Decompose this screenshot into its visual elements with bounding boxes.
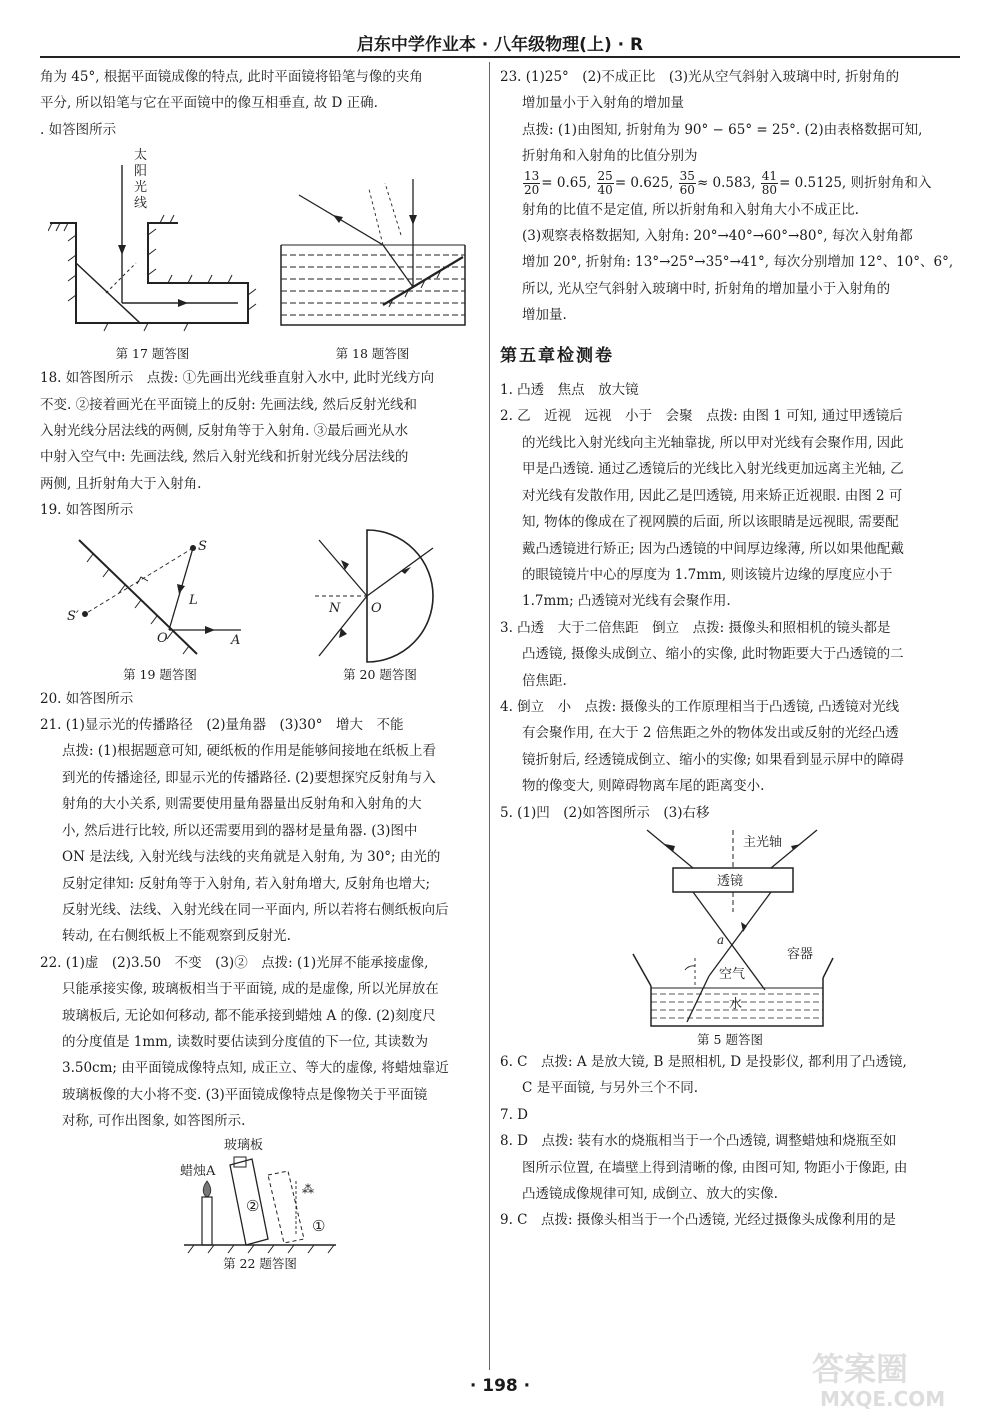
answer-23-line-7: (3)观察表格数据知, 入射角: 20°→40°→60°→80°, 每次入射角都 xyxy=(522,228,913,245)
answer-22-line-1: 22. (1)虚 (2)3.50 不变 (3)② 点拨: (1)光屏不能承接虚像, xyxy=(40,954,429,971)
answer-22-line-4: 的分度值是 1mm, 读数时要估读到分度值的下一位, 其读数为 xyxy=(62,1033,429,1050)
answer-21-line-5: 小, 然后进行比较, 所以还需要用到的器材是量角器. (3)图中 xyxy=(62,822,418,839)
fig5-label-lens: 透镜 xyxy=(717,873,744,889)
fig22-label-glass: 玻璃板 xyxy=(224,1137,264,1153)
answer-21-line-2: 点拨: (1)根据题意可知, 硬纸板的作用是能够间接地在纸板上看 xyxy=(62,743,437,760)
figure-5 xyxy=(500,826,960,1049)
fig19-label-o: O xyxy=(157,630,168,646)
figure-22 xyxy=(40,1135,480,1273)
figure-22-caption: 第 22 题答图 xyxy=(223,1255,297,1271)
fig5-label-axis: 主光轴 xyxy=(743,834,783,850)
answer-7: 7. D xyxy=(500,1106,528,1123)
answer-23-line-9: 所以, 光从空气斜射入玻璃中时, 折射角的增加量小于入射角的 xyxy=(522,280,891,297)
answer-22-line-3: 玻璃板后, 无论如何移动, 都不能承接到蜡烛 A 的像. (2)刻度尺 xyxy=(62,1007,436,1024)
answer-18-line-5: 两侧, 且折射角大于入射角. xyxy=(40,475,202,492)
fig22-flame-ghost: ⁂ xyxy=(302,1181,314,1196)
answer-5: 5. (1)凹 (2)如答图所示 (3)右移 xyxy=(500,804,710,821)
answer-18-line-2: 不变. ②接着画光在平面镜上的反射: 先画法线, 然后反射光线和 xyxy=(40,396,418,413)
answer-8-line-1: 8. D 点拨: 装有水的烧瓶相当于一个凸透镜, 调整蜡烛和烧瓶至如 xyxy=(500,1133,897,1150)
intro-line-3: . 如答图所示 xyxy=(40,121,117,138)
answer-2-line-2: 的光线比入射光线向主光轴靠拢, 所以甲对光线有会聚作用, 因此 xyxy=(522,434,904,451)
answer-6-line-1: 6. C 点拨: A 是放大镜, B 是照相机, D 是投影仪, 都利用了凸透镜, xyxy=(500,1053,907,1070)
answer-8-line-3: 凸透镜成像规律可知, 成倒立、放大的实像. xyxy=(522,1186,778,1202)
answer-19: 19. 如答图所示 xyxy=(40,502,134,519)
answer-23-line-10: 增加量. xyxy=(522,307,567,324)
answer-22-line-2: 只能承接实像, 玻璃板相当于平面镜, 成的是虚像, 所以光屏放在 xyxy=(62,981,439,998)
watermark-logo xyxy=(792,1342,982,1412)
answer-2-line-4: 对光线有发散作用, 因此乙是凹透镜, 用来矫正近视眼. 由图 2 可 xyxy=(522,487,903,504)
answer-23-line-3: 点拨: (1)由图知, 折射角为 90° − 65° = 25°. (2)由表格数据可知, xyxy=(522,121,923,138)
answer-22-line-5: 3.50cm; 由平面镜成像特点知, 成正立、等大的虚像, 将蜡烛靠近 xyxy=(62,1060,449,1077)
fig20-label-o: O xyxy=(371,600,382,616)
figure-18-caption: 第 18 题答图 xyxy=(335,346,410,362)
answer-23-line-1: 23. (1)25° (2)不成正比 (3)光从空气斜射入玻璃中时, 折射角的 xyxy=(500,69,900,85)
fig5-label-air: 空气 xyxy=(719,966,746,982)
answer-4-line-3: 镜折射后, 经透镜成倒立、缩小的实像; 如果看到显示屏中的障碍 xyxy=(522,751,904,768)
fig19-label-s-prime: S′ xyxy=(67,608,79,624)
answer-4-line-1: 4. 倒立 小 点拨: 摄像头的工作原理相当于凸透镜, 凸透镜对光线 xyxy=(500,698,900,715)
answer-18-line-3: 入射光线分居法线的两侧, 反射角等于入射角. ③最后画光从水 xyxy=(40,423,409,440)
answer-21-line-4: 射角的大小关系, 则需要使用量角器量出反射角和入射角的大 xyxy=(62,796,422,813)
answer-23-line-2: 增加量小于入射角的增加量 xyxy=(522,95,684,112)
answer-22-line-7: 对称, 可作出图象, 如答图所示. xyxy=(62,1113,246,1130)
figure-20-diagram xyxy=(305,526,455,666)
answer-21-line-6: ON 是法线, 入射光线与法线的夹角就是入射角, 为 30°; 由光的 xyxy=(62,849,441,866)
answer-18-line-1: 18. 如答图所示 点拨: ①先画出光线垂直射入水中, 此时光线方向 xyxy=(40,370,435,387)
intro-line-2: 平分, 所以铅笔与它在平面镜中的像互相垂直, 故 D 正确. xyxy=(40,95,378,112)
figure-20-caption: 第 20 题答图 xyxy=(343,666,417,682)
figure-17-diagram xyxy=(48,145,258,345)
answer-23-line-6: 射角的比值不是定值, 所以折射角和入射角大小不成正比. xyxy=(522,201,859,218)
watermark-line-2: MXQE.COM xyxy=(820,1387,946,1411)
fig19-label-s: S xyxy=(198,538,207,554)
figure-19 xyxy=(65,536,255,684)
figure-19-caption: 第 19 题答图 xyxy=(123,666,197,682)
fig17-label-yang: 阳 xyxy=(133,164,147,180)
fig5-label-container: 容器 xyxy=(787,946,814,962)
answer-4-line-2: 有会聚作用, 在大于 2 倍焦距之外的物体发出或反射的光经凸透 xyxy=(522,725,899,742)
watermark-line-1: 答案圈 xyxy=(812,1350,909,1388)
header-divider xyxy=(40,56,960,58)
answer-21-line-8: 反射光线、法线、入射光线在同一平面内, 所以若将右侧纸板向后 xyxy=(62,901,449,918)
figure-5-caption: 第 5 题答图 xyxy=(697,1031,763,1047)
answer-4-line-4: 物的像变大, 则障碍物离车尾的距离变小. xyxy=(522,778,765,795)
column-divider xyxy=(489,62,490,1370)
section-title: 第五章检测卷 xyxy=(500,345,614,366)
answer-3-line-1: 3. 凸透 大于二倍焦距 倒立 点拨: 摄像头和照相机的镜头都是 xyxy=(500,619,891,636)
figure-18 xyxy=(273,175,473,363)
fig5-label-water: 水 xyxy=(729,996,743,1012)
fig17-label-guang: 光 xyxy=(133,180,147,196)
answer-21-line-3: 到光的传播途径, 即显示光的传播路径. (2)要想探究反射角与入 xyxy=(62,769,436,786)
figure-5-diagram xyxy=(625,826,835,1031)
left-column xyxy=(40,64,480,1273)
answer-21-line-7: 反射定律知: 反射角等于入射角, 若入射角增大, 反射角也增大; xyxy=(62,875,431,892)
fraction-1: $\frac{13}{20}$ xyxy=(524,168,540,197)
figure-17 xyxy=(48,145,258,363)
answer-1: 1. 凸透 焦点 放大镜 xyxy=(500,382,639,399)
answer-23-line-8: 增加 20°, 折射角: 13°→25°→35°→41°, 每次分别增加 12°、10°、6°, xyxy=(522,254,954,271)
fraction-2: $\frac{25}{40}$ xyxy=(597,168,613,197)
answer-2-line-5: 知, 物体的像成在了视网膜的后面, 所以该眼睛是远视眼, 需要配 xyxy=(522,514,899,531)
answer-6-line-2: C 是平面镜, 与另外三个不同. xyxy=(522,1080,698,1097)
answer-9: 9. C 点拨: 摄像头相当于一个凸透镜, 光经过摄像头成像利用的是 xyxy=(500,1212,896,1229)
fraction-4: $\frac{41}{80}$ xyxy=(761,168,778,197)
figure-17-caption: 第 17 题答图 xyxy=(115,346,190,362)
answer-2-line-8: 1.7mm; 凸透镜对光线有会聚作用. xyxy=(522,593,731,610)
answer-3-line-3: 倍焦距. xyxy=(522,672,567,689)
fig22-label-candle: 蜡烛A xyxy=(180,1163,216,1179)
fig20-label-n: N xyxy=(329,600,341,616)
answer-2-line-6: 戴凸透镜进行矫正; 因为凸透镜的中间厚边缘薄, 所以如果他配戴 xyxy=(522,540,904,557)
fig5-label-a: a xyxy=(717,932,725,947)
answer-18-line-4: 中射入空气中: 先画法线, 然后入射光线和折射光线分居法线的 xyxy=(40,449,409,466)
figures-17-18 xyxy=(40,145,480,363)
fig19-label-l: L xyxy=(189,592,198,608)
answer-20: 20. 如答图所示 xyxy=(40,690,134,707)
answer-21-line-9: 转动, 在右侧纸板上不能观察到反射光. xyxy=(62,928,291,945)
answer-8-line-2: 图所示位置, 在墙壁上得到清晰的像, 由图可知, 物距小于像距, 由 xyxy=(522,1159,908,1176)
page-header: 启东中学作业本 · 八年级物理(上) · R xyxy=(356,35,644,55)
fig19-label-a: A xyxy=(231,632,241,648)
figure-22-diagram xyxy=(180,1135,340,1255)
answer-2-line-7: 的眼镜镜片中心的厚度为 1.7mm, 则该镜片边缘的厚度应小于 xyxy=(522,566,893,583)
right-column xyxy=(500,64,960,1234)
fig22-label-circle-1: ① xyxy=(312,1216,326,1235)
figure-18-diagram xyxy=(273,175,473,345)
answer-2-line-1: 2. 乙 近视 远视 小于 会聚 点拨: 由图 1 可知, 通过甲透镜后 xyxy=(500,408,903,425)
answer-2-line-3: 甲是凸透镜. 通过乙透镜后的光线比入射光线更加远离主光轴, 乙 xyxy=(522,461,904,478)
figure-19-diagram xyxy=(65,536,255,666)
answer-3-line-2: 凸透镜, 摄像头成倒立、缩小的实像, 此时物距要大于凸透镜的二 xyxy=(522,646,904,663)
figure-20 xyxy=(305,526,455,684)
fraction-3: $\frac{35}{60}$ xyxy=(679,168,695,197)
page-number: · 198 · xyxy=(469,1376,531,1396)
figures-19-20 xyxy=(40,526,480,684)
fig22-label-circle-2: ② xyxy=(246,1196,260,1215)
answer-23-fractions: $\frac{13}{20}$ = 0.65, $\frac{25}{40}$ = 0.625, $\frac{35}{60}$ ≈ 0.583, $\frac{41}{80}$ = 0.5125, 则折射角和入 xyxy=(524,168,932,197)
fig17-label-tai: 太 xyxy=(133,148,147,164)
answer-22-line-6: 玻璃板像的大小将不变. (3)平面镜成像特点是像物关于平面镜 xyxy=(62,1086,428,1103)
intro-line-1: 角为 45°, 根据平面镜成像的特点, 此时平面镜将铅笔与像的夹角 xyxy=(40,69,423,85)
fig17-label-xian: 线 xyxy=(133,196,147,212)
answer-21-line-1: 21. (1)显示光的传播路径 (2)量角器 (3)30° 增大 不能 xyxy=(40,717,404,734)
answer-23-line-4: 折射角和入射角的比值分别为 xyxy=(522,148,698,165)
